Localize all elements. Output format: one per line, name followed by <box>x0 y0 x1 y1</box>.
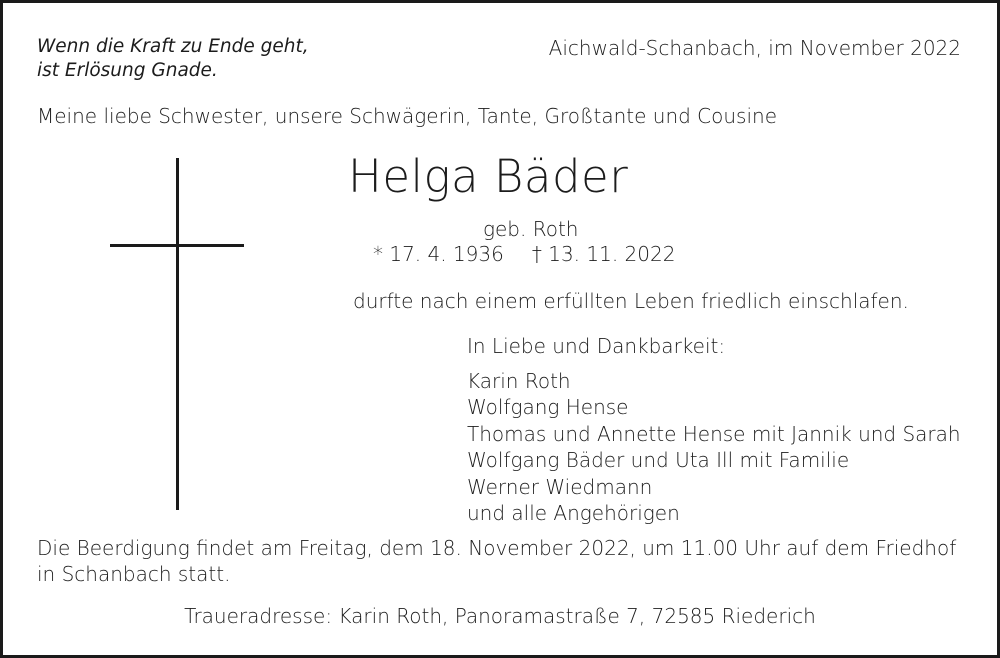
condolence-address: Traueradresse: Karin Roth, Panoramastraße 7, 72585 Riederich <box>184 604 816 628</box>
cross-icon-vertical-bar <box>176 158 179 510</box>
deceased-name: Helga Bäder <box>348 150 629 203</box>
intro-text: Meine liebe Schwester, unsere Schwägerin, Tante, Großtante und Cousine <box>37 104 777 128</box>
motto-line-1: Wenn die Kraft zu Ende geht, <box>37 36 309 57</box>
mourners-heading: In Liebe und Dankbarkeit: <box>467 334 726 358</box>
life-dates <box>373 241 675 267</box>
list-item: Werner Wiedmann <box>467 474 653 499</box>
motto-line-2: ist Erlösung Gnade. <box>37 60 218 81</box>
list-item: Wolfgang Hense <box>467 395 629 419</box>
place-and-date: Aichwald-Schanbach, im November 2022 <box>548 36 961 60</box>
birth-date: * 17. 4. 1936 <box>373 242 504 266</box>
maiden-name: geb. Roth <box>483 217 579 241</box>
list-item: und alle Angehörigen <box>467 501 680 525</box>
list-item: Thomas und Annette Hense mit Jannik und Sarah <box>467 421 961 446</box>
mourners-list <box>467 368 961 527</box>
funeral-line-2: in Schanbach statt. <box>37 562 231 586</box>
list-item: Wolfgang Bäder und Uta Ill mit Familie <box>467 448 850 472</box>
list-item: Karin Roth <box>467 368 571 393</box>
passed-away-text: durfte nach einem erfüllten Leben friedlich einschlafen. <box>353 289 909 313</box>
mourners-block <box>467 333 961 527</box>
cross-icon-horizontal-bar <box>110 244 244 247</box>
funeral-line-1: Die Beerdigung findet am Freitag, dem 18. November 2022, um 11.00 Uhr auf dem Friedhof <box>37 536 957 560</box>
motto-quote <box>37 35 309 83</box>
death-date: † 13. 11. 2022 <box>531 242 676 266</box>
funeral-info <box>37 535 956 587</box>
